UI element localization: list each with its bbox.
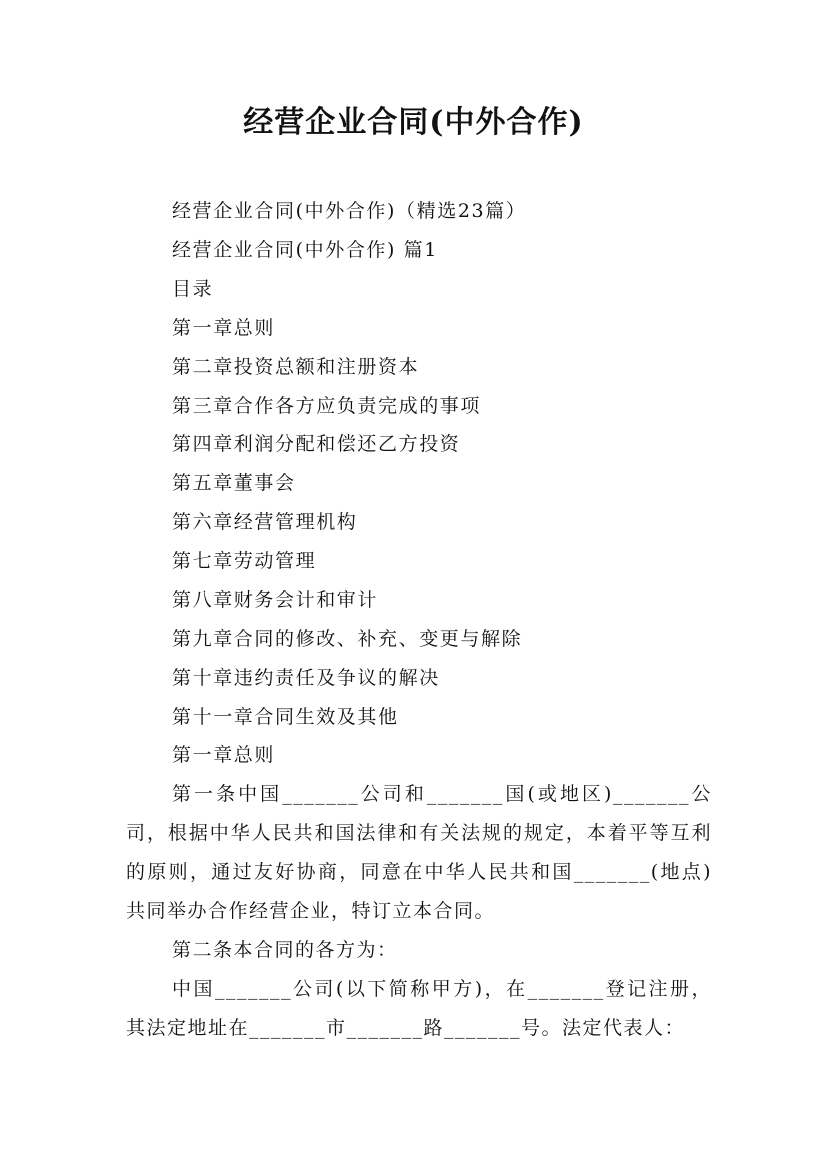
document-title: 经营企业合同(中外合作) xyxy=(243,105,584,140)
section-heading: 经营企业合同(中外合作) 篇1 xyxy=(172,239,438,261)
document-subtitle: 经营企业合同(中外合作)（精选23篇） xyxy=(172,200,527,222)
toc-label: 目录 xyxy=(172,278,214,300)
chapter-heading: 第一章总则 xyxy=(172,744,276,766)
toc-item-chapter-11: 第十一章合同生效及其他 xyxy=(172,706,399,728)
toc-item-chapter-4: 第四章利润分配和偿还乙方投资 xyxy=(172,433,461,455)
article-1-text: 第一条中国_______公司和_______国(或地区)_______公司，根据中华人民共和国法律和有关法规的规定，本着平等互利的原则，通过友好协商，同意在中华人民共和国_______(地点)共同举办合作经营企业，特订立本合同。 xyxy=(126,783,712,922)
toc-item-chapter-8: 第八章财务会计和审计 xyxy=(172,589,379,611)
toc-item-chapter-2: 第二章投资总额和注册资本 xyxy=(172,356,420,378)
party-a-paragraph xyxy=(126,970,712,1048)
article-2-paragraph xyxy=(126,931,712,970)
article-2-text: 第二条本合同的各方为： xyxy=(172,939,398,961)
toc-item-chapter-10: 第十章违约责任及争议的解决 xyxy=(172,667,440,689)
toc-item-chapter-5: 第五章董事会 xyxy=(172,472,296,494)
article-1-paragraph xyxy=(126,775,712,931)
toc-item-chapter-9: 第九章合同的修改、补充、变更与解除 xyxy=(172,628,523,650)
toc-item-chapter-3: 第三章合作各方应负责完成的事项 xyxy=(172,395,482,417)
toc-item-chapter-1: 第一章总则 xyxy=(172,317,276,339)
toc-item-chapter-7: 第七章劳动管理 xyxy=(172,550,317,572)
party-a-text: 中国_______公司(以下简称甲方)，在_______登记注册，其法定地址在_______市_______路_______号。法定代表人： xyxy=(126,978,712,1039)
toc-item-chapter-6: 第六章经营管理机构 xyxy=(172,511,358,533)
